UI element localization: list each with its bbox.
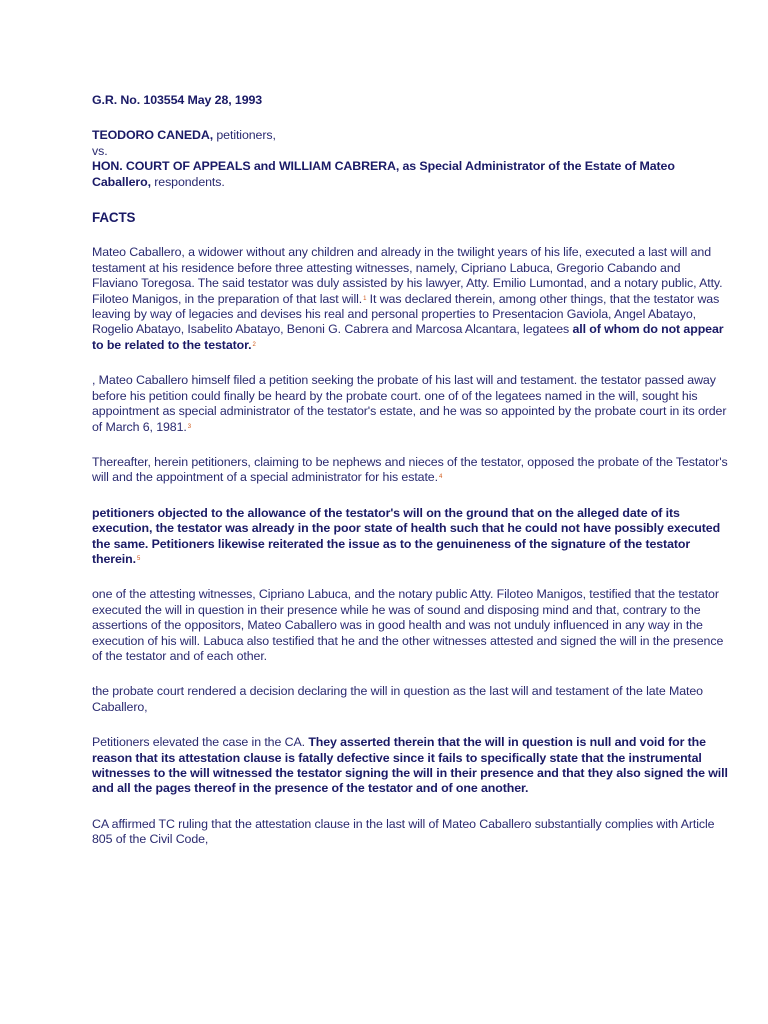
paragraph-1-text-cont: It was declared therein, among other things, that the testator was leaving by way of legacies and devises his real and personal properties to Presentacion Gaviola, Angel Abatayo, Rogelio Abatayo, Isabelito Abatayo, Benoni G. Cabrera and Marcosa Alcantara, legatees bbox=[92, 291, 720, 337]
petitioner-role: petitioners, bbox=[213, 128, 276, 143]
footnote-ref-3[interactable]: 3 bbox=[187, 423, 191, 430]
paragraph-1 bbox=[92, 245, 728, 353]
paragraph-6: the probate court rendered a decision declaring the will in question as the last will and testament of the late Mateo Caballero, bbox=[92, 684, 703, 714]
case-number: G.R. No. 103554 May 28, 1993 bbox=[92, 93, 263, 107]
paragraph-7-text: Petitioners elevated the case in the CA. bbox=[92, 735, 309, 750]
paragraph-4-emphasis: petitioners objected to the allowance of the testator's will on the ground that on the alleged date of its execution, the testator was already in the poor state of health such that he could not have possibly executed the same. Petitioners likewise reiterated the issue as to the genuineness of the signature of the testator therein. bbox=[92, 505, 721, 566]
parties-block bbox=[92, 128, 728, 190]
paragraph-3-text: Thereafter, herein petitioners, claiming to be nephews and nieces of the testator, opposed the probate of the Testator's will and the appointment of a special administrator for his estate. bbox=[92, 454, 728, 485]
respondent-line bbox=[92, 159, 728, 190]
paragraph-2-text: , Mateo Caballero himself filed a petition seeking the probate of his last will and testament. the testator passed away before his petition could finally be heard by the probate court. one of of the legatees named in the will, sought his appointment as special administrator of the testator's estate, and he was so appointed by the probate court in its order of March 6, 1981. bbox=[92, 373, 727, 434]
petitioner-name: TEODORO CANEDA, bbox=[92, 128, 214, 143]
paragraph-1-emphasis: all of whom do not appear to be related to the testator. bbox=[92, 322, 724, 352]
versus-text: vs. bbox=[92, 143, 108, 158]
footnote-ref-2[interactable]: 2 bbox=[252, 341, 256, 348]
footnote-ref-4[interactable]: 4 bbox=[438, 474, 443, 481]
paragraph-7 bbox=[92, 735, 728, 797]
paragraph-4 bbox=[92, 506, 728, 568]
paragraph-3 bbox=[92, 455, 728, 486]
respondent-name: HON. COURT OF APPEALS and WILLIAM CABRERA, as Special Administrator of the Estate of Mateo Caballero, bbox=[92, 159, 675, 189]
paragraph-5: one of the attesting witnesses, Cipriano Labuca, and the notary public Atty. Filoteo Manigos, testified that the testator executed the will in question in their presence while he was of sound and disposing mind and that, contrary to the assertions of the oppositors, Mateo Caballero was in good health and was not unduly influenced in any way in the execution of his will. Labuca also testified that he and the other witnesses attested and signed the will in the presence of the testator and of each other. bbox=[92, 587, 724, 664]
facts-heading: FACTS bbox=[92, 210, 136, 226]
paragraph-7-emphasis: They asserted therein that the will in question is null and void for the reason that its attestation clause is fatally defective since it fails to specifically state that the instrumental witnesses to the will witnessed the testator signing the will in their presence and that they also signed the will and all the pages thereof in the presence of the testator and of one another. bbox=[92, 735, 728, 796]
paragraph-1-text: Mateo Caballero, a widower without any children and already in the twilight years of his life, executed a last will and testament at his residence before three attesting witnesses, namely, Cipriano Labuca, Gregorio Cabando and Flaviano Toregosa. The said testator was duly assisted by his lawyer, Atty. Emilio Lumontad, and a notary public, Atty. Filoteo Manigos, in the preparation of that last will. bbox=[92, 245, 723, 306]
paragraph-2 bbox=[92, 373, 728, 435]
paragraph-8: CA affirmed TC ruling that the attestation clause in the last will of Mateo Caballero substantially complies with Article 805 of the Civil Code, bbox=[92, 816, 715, 847]
petitioner-line bbox=[92, 128, 728, 143]
respondent-role: respondents. bbox=[150, 174, 225, 189]
footnote-ref-5[interactable]: 5 bbox=[136, 556, 141, 563]
footnote-ref-1[interactable]: 1 bbox=[363, 295, 367, 302]
